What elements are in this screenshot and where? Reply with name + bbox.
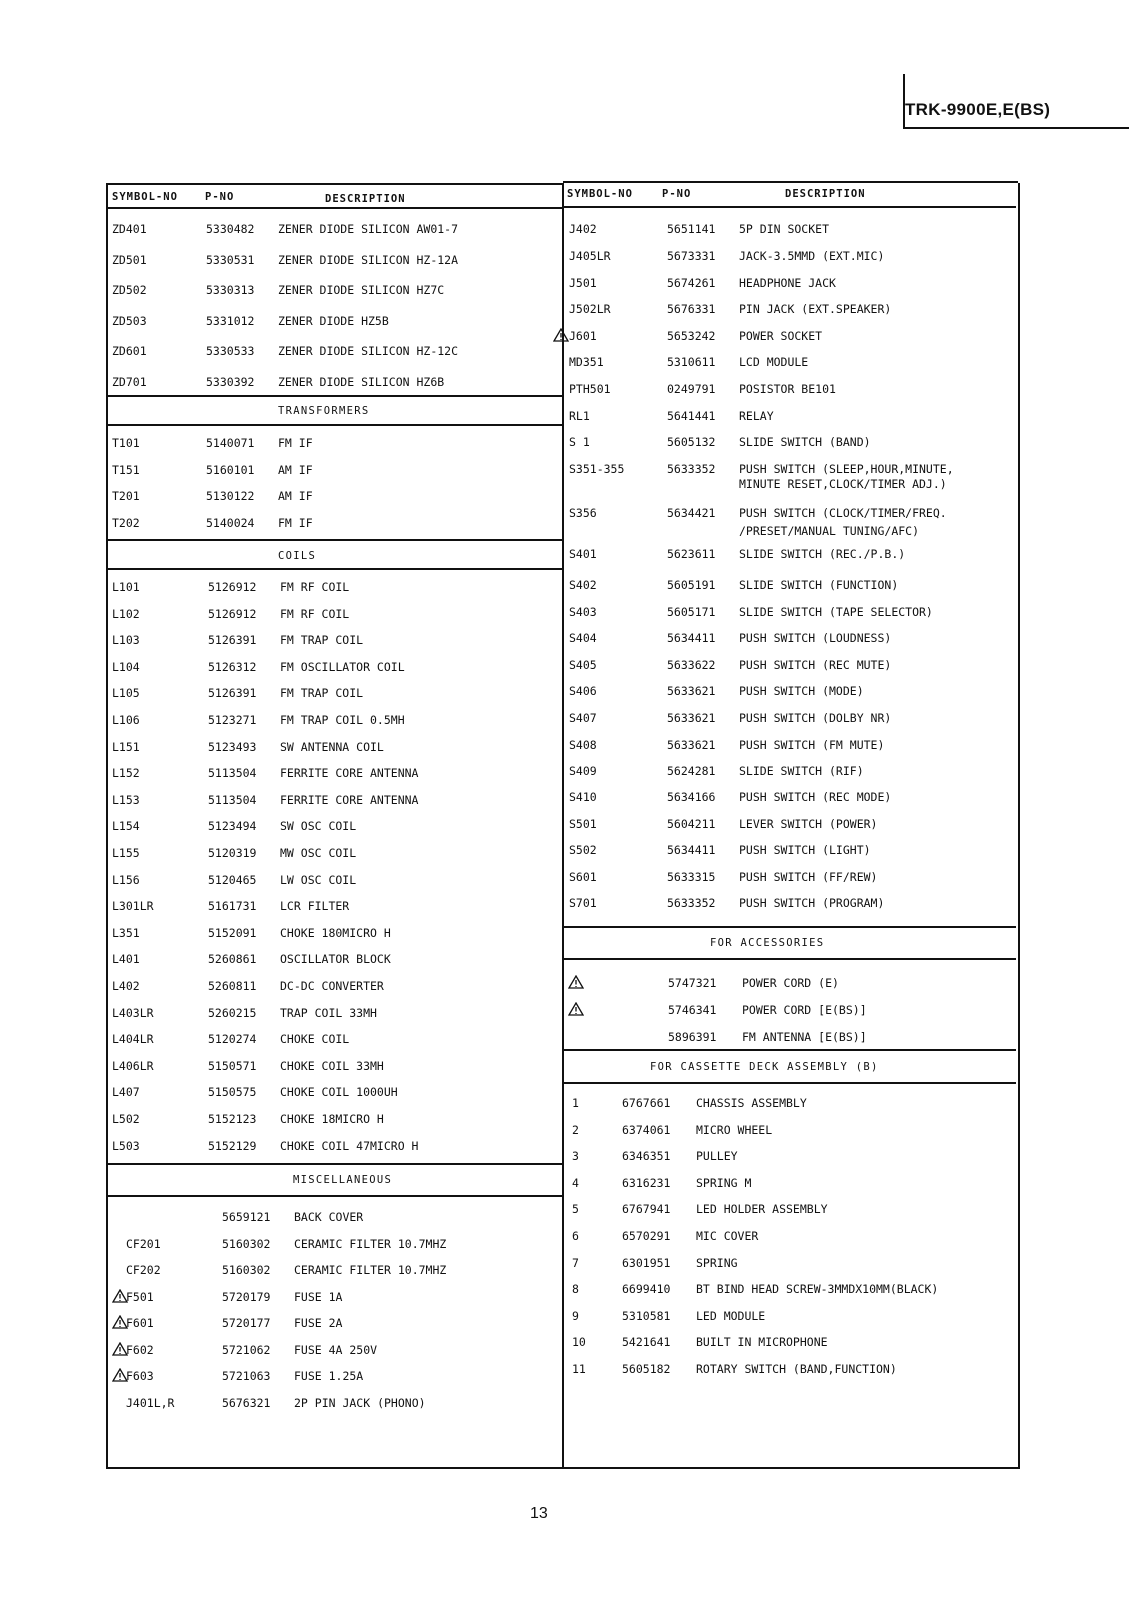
- description: LEVER SWITCH (POWER): [739, 817, 878, 831]
- description: CHOKE 180MICRO H: [280, 925, 391, 940]
- description: SW ANTENNA COIL: [280, 739, 384, 754]
- description: SLIDE SWITCH (TAPE SELECTOR): [739, 605, 933, 619]
- description: PUSH SWITCH (LOUDNESS): [739, 631, 892, 645]
- part-no: 5330313: [206, 283, 255, 297]
- safety-warning-icon: [112, 1368, 128, 1382]
- part-no: 5260861: [208, 952, 257, 967]
- part-no: 5641441: [667, 409, 716, 423]
- symbol-no: S502: [569, 843, 597, 857]
- description: 2P PIN JACK (PHONO): [294, 1395, 426, 1410]
- description: CHOKE COIL: [280, 1032, 350, 1047]
- description: FUSE 1A: [294, 1289, 343, 1304]
- symbol-no: S501: [569, 817, 597, 831]
- description: CERAMIC FILTER 10.7MHZ: [294, 1263, 447, 1277]
- part-no: 5721063: [222, 1369, 271, 1383]
- safety-warning-icon: [568, 975, 584, 989]
- description: FM TRAP COIL 0.5MH: [280, 713, 405, 727]
- part-no: 5152123: [208, 1112, 257, 1126]
- symbol-no: L154: [112, 819, 140, 834]
- part-no: 5152091: [208, 925, 257, 940]
- header-symbol-no: SYMBOL-NO: [112, 191, 178, 203]
- description: CHOKE 18MICRO H: [280, 1112, 384, 1126]
- description: CHOKE COIL 33MH: [280, 1058, 384, 1073]
- symbol-no: ZD501: [112, 252, 147, 267]
- description: POSISTOR BE101: [739, 382, 836, 396]
- description: FERRITE CORE ANTENNA: [280, 792, 419, 807]
- symbol-no: MD351: [569, 355, 604, 369]
- symbol-no: S 1: [569, 435, 590, 449]
- part-no: 5633352: [667, 462, 716, 476]
- description: FM RF COIL: [280, 606, 350, 621]
- part-no: 5160302: [222, 1236, 271, 1251]
- symbol-no: J405LR: [569, 249, 611, 263]
- description: MINUTE RESET,CLOCK/TIMER ADJ.): [739, 477, 947, 491]
- safety-warning-icon: [112, 1315, 128, 1329]
- symbol-no: S701: [569, 896, 597, 910]
- description: AM IF: [278, 462, 313, 477]
- header-description: DESCRIPTION: [325, 193, 406, 205]
- part-no: 5160101: [206, 462, 255, 477]
- symbol-no: ZD701: [112, 374, 147, 389]
- part-no: 5123271: [208, 713, 257, 727]
- part-no: 5605182: [622, 1362, 671, 1376]
- description: HEADPHONE JACK: [739, 276, 836, 290]
- symbol-no: CF201: [126, 1236, 161, 1251]
- part-no: 5653242: [667, 329, 716, 343]
- safety-warning-icon: [112, 1342, 128, 1356]
- section-cassette-deck: FOR CASSETTE DECK ASSEMBLY (B): [650, 1061, 879, 1073]
- symbol-no: L105: [112, 686, 140, 701]
- safety-warning-icon: [553, 328, 569, 342]
- description: FM RF COIL: [280, 580, 350, 594]
- symbol-no: PTH501: [569, 382, 611, 396]
- header-part-no: P-NO: [205, 191, 235, 203]
- part-no: 5624281: [667, 764, 716, 778]
- description: PUSH SWITCH (LIGHT): [739, 843, 871, 857]
- page-number: 13: [530, 1505, 548, 1522]
- description: FUSE 2A: [294, 1316, 343, 1330]
- description: POWER SOCKET: [739, 329, 823, 343]
- symbol-no: L404LR: [112, 1032, 154, 1047]
- part-no: 6570291: [622, 1229, 671, 1243]
- column-divider: [562, 183, 564, 1468]
- symbol-no: CF202: [126, 1263, 161, 1277]
- part-no: 6767941: [622, 1202, 671, 1217]
- symbol-no: L403LR: [112, 1005, 154, 1020]
- row-divider: [563, 1049, 1016, 1051]
- section-coils: COILS: [278, 550, 317, 562]
- description: PUSH SWITCH (MODE): [739, 684, 864, 698]
- description: FM OSCILLATOR COIL: [280, 659, 405, 674]
- symbol-no: L106: [112, 713, 140, 727]
- symbol-no: S406: [569, 684, 597, 698]
- part-no: 5130122: [206, 489, 255, 503]
- description: SPRING: [696, 1255, 738, 1270]
- symbol-no: S409: [569, 764, 597, 778]
- part-no: 5260215: [208, 1005, 257, 1020]
- part-no: 5633352: [667, 896, 716, 910]
- symbol-no: T201: [112, 489, 140, 503]
- symbol-no: L351: [112, 925, 140, 940]
- part-no: 5126912: [208, 606, 257, 621]
- description: LED HOLDER ASSEMBLY: [696, 1202, 828, 1217]
- symbol-no: F603: [126, 1369, 154, 1383]
- part-no: 5160302: [222, 1263, 271, 1277]
- symbol-no: L101: [112, 580, 140, 594]
- description: PUSH SWITCH (REC MODE): [739, 790, 892, 804]
- part-no: 5634411: [667, 843, 716, 857]
- description: LCR FILTER: [280, 899, 350, 914]
- part-no: 6346351: [622, 1149, 671, 1164]
- description: /PRESET/MANUAL TUNING/AFC): [739, 524, 920, 538]
- symbol-no: S351-355: [569, 462, 625, 476]
- safety-warning-icon: [112, 1289, 128, 1303]
- part-no: 5161731: [208, 899, 257, 914]
- part-no: 5120319: [208, 846, 257, 860]
- part-no: 5421641: [622, 1335, 671, 1350]
- symbol-no: 6: [572, 1229, 579, 1243]
- model-title: TRK-9900E,E(BS): [905, 100, 1051, 119]
- part-no: 5633621: [667, 738, 716, 752]
- description: ZENER DIODE SILICON HZ7C: [278, 283, 445, 297]
- symbol-no: S402: [569, 578, 597, 592]
- section-transformers: TRANSFORMERS: [278, 405, 370, 417]
- symbol-no: S401: [569, 547, 597, 561]
- row-divider: [563, 206, 1016, 208]
- description: BACK COVER: [294, 1210, 364, 1224]
- part-no: 5120465: [208, 872, 257, 887]
- description: LED MODULE: [696, 1308, 766, 1323]
- part-no: 5634166: [667, 790, 716, 804]
- part-no: 5676331: [667, 302, 716, 316]
- header-symbol-no: SYMBOL-NO: [567, 188, 633, 200]
- part-no: 5140024: [206, 515, 255, 530]
- symbol-no: L104: [112, 659, 140, 674]
- part-no: 5150571: [208, 1058, 257, 1073]
- description: CHOKE COIL 47MICRO H: [280, 1138, 419, 1153]
- description: SLIDE SWITCH (RIF): [739, 764, 864, 778]
- part-no: 0249791: [667, 382, 716, 396]
- symbol-no: L401: [112, 952, 140, 967]
- part-no: 5633621: [667, 711, 716, 725]
- row-divider: [563, 926, 1016, 928]
- part-no: 5634411: [667, 631, 716, 645]
- symbol-no: L102: [112, 606, 140, 621]
- symbol-no: 8: [572, 1282, 579, 1297]
- description: ZENER DIODE SILICON AW01-7: [278, 222, 459, 236]
- part-no: 5673331: [667, 249, 716, 263]
- symbol-no: 9: [572, 1308, 579, 1323]
- part-no: 6316231: [622, 1175, 671, 1190]
- part-no: 5152129: [208, 1138, 257, 1153]
- part-no: 5123494: [208, 819, 257, 834]
- part-no: 5659121: [222, 1210, 271, 1224]
- description: CERAMIC FILTER 10.7MHZ: [294, 1236, 447, 1251]
- description: TRAP COIL 33MH: [280, 1005, 377, 1020]
- part-no: 6301951: [622, 1255, 671, 1270]
- row-divider: [106, 539, 562, 541]
- description: MIC COVER: [696, 1229, 759, 1243]
- symbol-no: RL1: [569, 409, 590, 423]
- part-no: 5720177: [222, 1316, 271, 1330]
- part-no: 5676321: [222, 1395, 271, 1410]
- part-no: 5674261: [667, 276, 716, 290]
- part-no: 5330533: [206, 344, 255, 358]
- symbol-no: 4: [572, 1175, 579, 1190]
- symbol-no: ZD601: [112, 344, 147, 358]
- symbol-no: L407: [112, 1085, 140, 1100]
- description: 5P DIN SOCKET: [739, 222, 830, 236]
- symbol-no: S403: [569, 605, 597, 619]
- part-no: 6699410: [622, 1282, 671, 1297]
- symbol-no: 2: [572, 1122, 579, 1137]
- symbol-no: T101: [112, 436, 140, 450]
- description: LCD MODULE: [739, 355, 809, 369]
- symbol-no: L151: [112, 739, 140, 754]
- part-no: 6374061: [622, 1122, 671, 1137]
- header-underline: [903, 127, 1129, 129]
- symbol-no: 11: [572, 1362, 586, 1376]
- symbol-no: J601: [569, 329, 597, 343]
- symbol-no: 7: [572, 1255, 579, 1270]
- description: RELAY: [739, 409, 774, 423]
- description: PULLEY: [696, 1149, 738, 1164]
- part-no: 5330392: [206, 374, 255, 389]
- part-no: 5633315: [667, 870, 716, 884]
- row-divider: [563, 958, 1016, 960]
- description: CHOKE COIL 1000UH: [280, 1085, 398, 1100]
- part-no: 5746341: [668, 1003, 717, 1017]
- part-no: 5120274: [208, 1032, 257, 1047]
- part-no: 5633622: [667, 658, 716, 672]
- description: POWER CORD (E): [742, 976, 839, 990]
- part-no: 5330482: [206, 222, 255, 236]
- symbol-no: S601: [569, 870, 597, 884]
- symbol-no: S404: [569, 631, 597, 645]
- description: SLIDE SWITCH (FUNCTION): [739, 578, 899, 592]
- part-no: 5310611: [667, 355, 716, 369]
- symbol-no: L153: [112, 792, 140, 807]
- description: FM IF: [278, 515, 313, 530]
- symbol-no: S405: [569, 658, 597, 672]
- part-no: 5605191: [667, 578, 716, 592]
- symbol-no: L502: [112, 1112, 140, 1126]
- symbol-no: F601: [126, 1316, 154, 1330]
- description: FERRITE CORE ANTENNA: [280, 766, 419, 781]
- description: PUSH SWITCH (FM MUTE): [739, 738, 885, 752]
- symbol-no: ZD502: [112, 283, 147, 297]
- part-no: 5721062: [222, 1342, 271, 1357]
- row-divider: [106, 568, 562, 570]
- description: SPRING M: [696, 1175, 752, 1190]
- symbol-no: L503: [112, 1138, 140, 1153]
- symbol-no: J401L,R: [126, 1395, 175, 1410]
- part-no: 5310581: [622, 1308, 671, 1323]
- part-no: 5747321: [668, 976, 717, 990]
- safety-warning-icon: [568, 1002, 584, 1016]
- section-miscellaneous: MISCELLANEOUS: [293, 1174, 393, 1186]
- part-no: 5633621: [667, 684, 716, 698]
- symbol-no: L301LR: [112, 899, 154, 914]
- symbol-no: ZD401: [112, 222, 147, 236]
- part-no: 5123493: [208, 739, 257, 754]
- description: PUSH SWITCH (REC MUTE): [739, 658, 892, 672]
- description: FUSE 4A 250V: [294, 1342, 378, 1357]
- description: ZENER DIODE SILICON HZ-12A: [278, 252, 459, 267]
- description: AM IF: [278, 489, 313, 503]
- symbol-no: 3: [572, 1149, 579, 1164]
- symbol-no: J501: [569, 276, 597, 290]
- part-no: 5113504: [208, 792, 257, 807]
- part-no: 5331012: [206, 313, 255, 328]
- description: ROTARY SWITCH (BAND,FUNCTION): [696, 1362, 897, 1376]
- description: FM TRAP COIL: [280, 633, 364, 648]
- part-no: 5140071: [206, 436, 255, 450]
- row-divider: [106, 1195, 562, 1197]
- symbol-no: T151: [112, 462, 140, 477]
- header-description: DESCRIPTION: [785, 188, 866, 200]
- description: SW OSC COIL: [280, 819, 357, 834]
- description: PUSH SWITCH (FF/REW): [739, 870, 878, 884]
- description: PUSH SWITCH (SLEEP,HOUR,MINUTE,: [739, 462, 954, 476]
- description: SLIDE SWITCH (REC./P.B.): [739, 547, 906, 561]
- part-no: 5330531: [206, 252, 255, 267]
- part-no: 5605171: [667, 605, 716, 619]
- part-no: 5604211: [667, 817, 716, 831]
- row-divider: [106, 424, 562, 426]
- symbol-no: S410: [569, 790, 597, 804]
- part-no: 5634421: [667, 506, 716, 520]
- row-divider: [106, 1163, 562, 1165]
- symbol-no: 1: [572, 1096, 579, 1110]
- symbol-no: L406LR: [112, 1058, 154, 1073]
- description: FM IF: [278, 436, 313, 450]
- description: PUSH SWITCH (PROGRAM): [739, 896, 885, 910]
- part-no: 5126312: [208, 659, 257, 674]
- symbol-no: J502LR: [569, 302, 611, 316]
- symbol-no: ZD503: [112, 313, 147, 328]
- part-no: 5651141: [667, 222, 716, 236]
- symbol-no: T202: [112, 515, 140, 530]
- part-no: 5720179: [222, 1289, 271, 1304]
- symbol-no: L156: [112, 872, 140, 887]
- description: PIN JACK (EXT.SPEAKER): [739, 302, 892, 316]
- symbol-no: L402: [112, 979, 140, 993]
- row-divider: [563, 1082, 1016, 1084]
- description: JACK-3.5MMD (EXT.MIC): [739, 249, 885, 263]
- symbol-no: 10: [572, 1335, 586, 1350]
- row-divider: [106, 207, 562, 209]
- symbol-no: 5: [572, 1202, 579, 1217]
- symbol-no: F501: [126, 1289, 154, 1304]
- symbol-no: S408: [569, 738, 597, 752]
- part-no: 5113504: [208, 766, 257, 781]
- symbol-no: S407: [569, 711, 597, 725]
- part-no: 5126391: [208, 686, 257, 701]
- description: ZENER DIODE SILICON HZ-12C: [278, 344, 459, 358]
- description: FM TRAP COIL: [280, 686, 364, 701]
- description: FM ANTENNA [E(BS)]: [742, 1030, 867, 1044]
- part-no: 5126391: [208, 633, 257, 648]
- symbol-no: L152: [112, 766, 140, 781]
- description: PUSH SWITCH (CLOCK/TIMER/FREQ.: [739, 506, 947, 520]
- row-divider: [106, 395, 562, 397]
- part-no: 5896391: [668, 1030, 717, 1044]
- section-accessories: FOR ACCESSORIES: [710, 937, 825, 949]
- part-no: 6767661: [622, 1096, 671, 1110]
- description: MW OSC COIL: [280, 846, 357, 860]
- description: ZENER DIODE SILICON HZ6B: [278, 374, 445, 389]
- symbol-no: S356: [569, 506, 597, 520]
- header-part-no: P-NO: [662, 188, 692, 200]
- description: MICRO WHEEL: [696, 1122, 773, 1137]
- description: BUILT IN MICROPHONE: [696, 1335, 828, 1350]
- symbol-no: L155: [112, 846, 140, 860]
- description: OSCILLATOR BLOCK: [280, 952, 391, 967]
- part-no: 5623611: [667, 547, 716, 561]
- symbol-no: F602: [126, 1342, 154, 1357]
- part-no: 5150575: [208, 1085, 257, 1100]
- part-no: 5260811: [208, 979, 257, 993]
- part-no: 5605132: [667, 435, 716, 449]
- description: POWER CORD [E(BS)]: [742, 1003, 867, 1017]
- description: CHASSIS ASSEMBLY: [696, 1096, 807, 1110]
- description: DC-DC CONVERTER: [280, 979, 384, 993]
- description: BT BIND HEAD SCREW-3MMDX10MM(BLACK): [696, 1282, 939, 1297]
- symbol-no: J402: [569, 222, 597, 236]
- description: ZENER DIODE HZ5B: [278, 313, 389, 328]
- description: FUSE 1.25A: [294, 1369, 364, 1383]
- description: PUSH SWITCH (DOLBY NR): [739, 711, 892, 725]
- description: LW OSC COIL: [280, 872, 357, 887]
- symbol-no: L103: [112, 633, 140, 648]
- description: SLIDE SWITCH (BAND): [739, 435, 871, 449]
- part-no: 5126912: [208, 580, 257, 594]
